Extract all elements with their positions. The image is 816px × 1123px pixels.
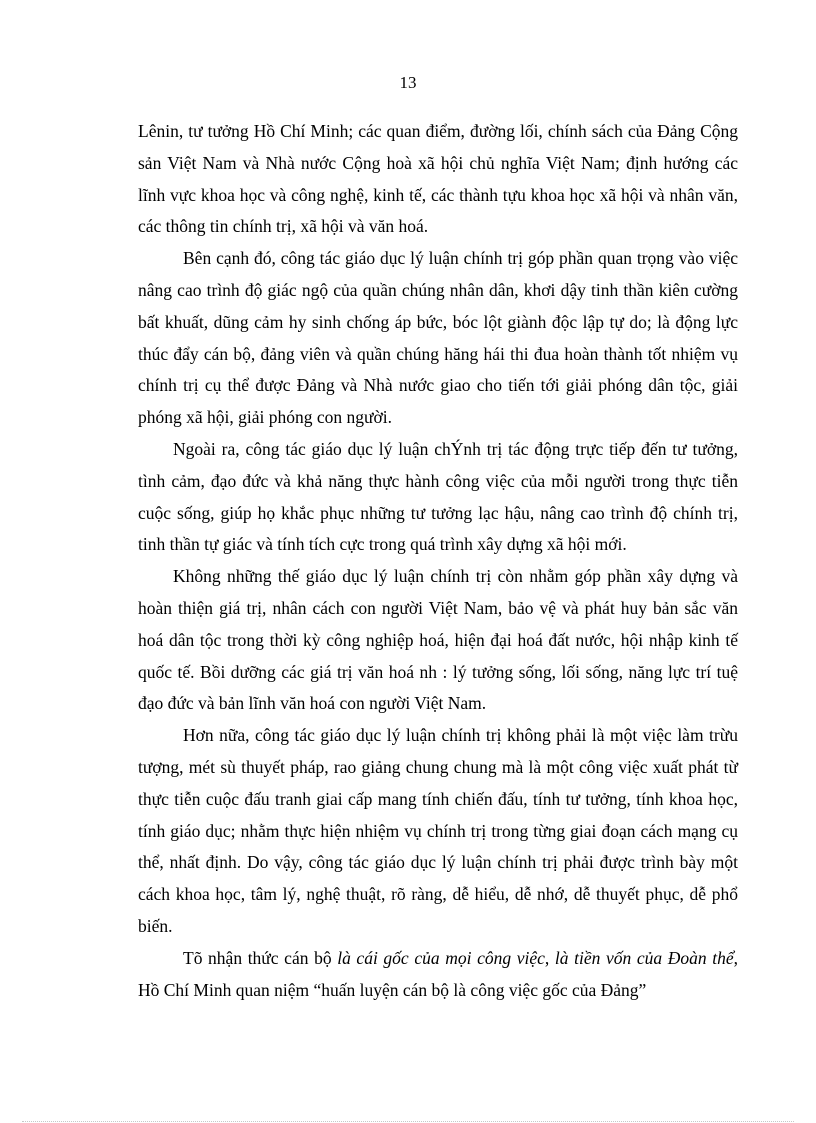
text-run: Tõ nhận thức cán bộ bbox=[183, 947, 338, 968]
body-text bbox=[138, 116, 738, 1006]
paragraph: Lênin, tư tưởng Hồ Chí Minh; các quan điểm, đường lối, chính sách của Đảng Cộng sản Việt Nam và Nhà nước Cộng hoà xã hội chủ nghĩa Việt Nam; định hướng các lĩnh vực khoa học và công nghệ, kinh tế, các thành tựu khoa học xã hội và nhân văn, các thông tin chính trị, xã hội và văn hoá. bbox=[138, 121, 738, 237]
page-number: 13 bbox=[399, 73, 417, 92]
paragraph: Ngoài ra, công tác giáo dục lý luận chÝnh trị tác động trực tiếp đến tư tưởng, tình cảm, đạo đức và khả năng thực hành công việc của mỗi người trong thực tiễn cuộc sống, giúp họ khắc phục những tư tưởng lạc hậu, nâng cao trình độ chính trị, tinh thần tự giác và tính tích cực trong quá trình xây dựng xã hội mới. bbox=[138, 438, 738, 555]
italic-quote: là cái gốc của mọi công việc bbox=[337, 947, 545, 968]
paragraph: Hơn nữa, công tác giáo dục lý luận chính trị không phải là một việc làm trừu tượng, mét sù thuyết pháp, rao giảng chung chung mà là một công việc xuất phát từ thực tiễn cuộc đấu tranh giai cấp mang tính chiến đấu, tính tư tưởng, tính khoa học, tính giáo dục; nhằm thực hiện nhiệm vụ chính trị trong từng giai đoạn cách mạng cụ thể, nhất định. Do vậy, công tác giáo dục lý luận chính trị phải được trình bày một cách khoa học, tâm lý, nghệ thuật, rõ ràng, dễ hiểu, dễ nhớ, dễ thuyết phục, dễ phổ biến. bbox=[138, 725, 738, 936]
paragraph-last bbox=[138, 943, 738, 1007]
paragraph: Bên cạnh đó, công tác giáo dục lý luận chính trị góp phần quan trọng vào việc nâng cao trình độ giác ngộ của quần chúng nhân dân, khơi dậy tinh thần kiên cường bất khuất, dũng cảm hy sinh chống áp bức, bóc lột giành độc lập tự do; là động lực thúc đẩy cán bộ, đảng viên và quần chúng hăng hái thi đua hoàn thành tốt nhiệm vụ chính trị cụ thể được Đảng và Nhà nước giao cho tiến tới giải phóng dân tộc, giải phóng xã hội, giải phóng con người. bbox=[138, 248, 738, 428]
italic-quote: là tiền vốn của Đoàn thể bbox=[554, 947, 734, 968]
text-run: , Hồ Chí Minh quan niệm “huấn luyện cán bộ là công việc gốc của Đảng” bbox=[138, 947, 738, 1000]
paragraph: Không những thế giáo dục lý luận chính trị còn nhằm góp phần xây dựng và hoàn thiện giá trị, nhân cách con người Việt Nam, bảo vệ và phát huy bản sắc văn hoá dân tộc trong thời kỳ công nghiệp hoá, hiện đại hoá đất nước, hội nhập kinh tế quốc tế. Bồi dưỡng các giá trị văn hoá nh : lý tưởng sống, lối sống, năng lực trí tuệ đạo đức và bản lĩnh văn hoá con người Việt Nam. bbox=[138, 566, 738, 714]
text-run: , bbox=[544, 947, 555, 968]
page-bottom-divider bbox=[22, 1121, 794, 1122]
